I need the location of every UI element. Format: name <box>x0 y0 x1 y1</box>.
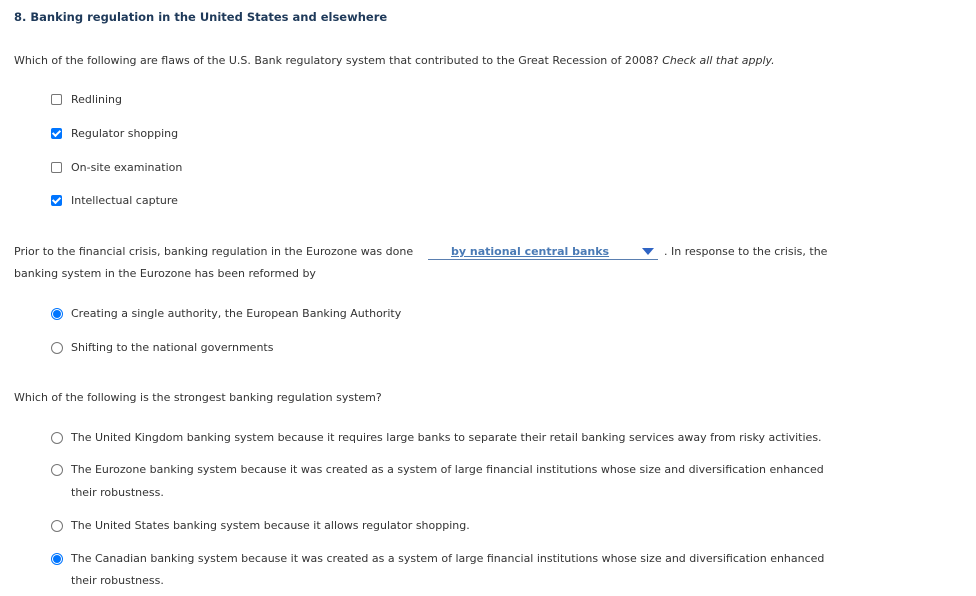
option-label: Intellectual capture <box>71 194 178 207</box>
option-label: Shifting to the national governments <box>71 341 274 354</box>
option-label-continuation: their robustness. <box>71 486 164 499</box>
dropdown-selected-value: by national central banks <box>451 245 610 258</box>
radio-icon[interactable] <box>51 464 63 476</box>
radio-option-canada[interactable] <box>51 552 824 565</box>
checkbox-option-intellectual-capture[interactable] <box>51 194 178 207</box>
eurozone-regulation-dropdown[interactable] <box>428 244 658 260</box>
radio-option-uk[interactable] <box>51 431 822 444</box>
question-1-prompt: Which of the following are flaws of the U.S. Bank regulatory system that contributed to the Great Recession of 2008? <box>14 54 659 67</box>
radio-icon[interactable] <box>51 520 63 532</box>
radio-icon[interactable] <box>51 432 63 444</box>
option-label: Redlining <box>71 93 122 106</box>
radio-icon[interactable] <box>51 342 63 354</box>
option-label: The Canadian banking system because it was created as a system of large financial institutions whose size and diversification enhanced <box>71 552 825 565</box>
radio-selected-icon[interactable] <box>51 553 63 565</box>
option-label: The United States banking system because it allows regulator shopping. <box>71 519 470 532</box>
question-2-text-line2: banking system in the Eurozone has been reformed by <box>14 267 316 280</box>
question-2-text-after: . In response to the crisis, the <box>664 245 828 258</box>
checkbox-icon[interactable] <box>51 94 62 105</box>
checkbox-option-redlining[interactable] <box>51 93 122 106</box>
checkbox-option-regulator-shopping[interactable] <box>51 127 178 140</box>
question-title: 8. Banking regulation in the United States and elsewhere <box>14 10 388 24</box>
checkbox-option-on-site-examination[interactable] <box>51 161 182 174</box>
checkbox-icon[interactable] <box>51 162 62 173</box>
radio-selected-icon[interactable] <box>51 308 63 320</box>
option-label: The Eurozone banking system because it was created as a system of large financial institutions whose size and diversification enhanced <box>71 463 824 476</box>
question-3-text: Which of the following is the strongest banking regulation system? <box>14 391 382 404</box>
radio-option-national-governments[interactable] <box>51 341 273 354</box>
option-label: On-site examination <box>71 161 183 174</box>
option-label: Creating a single authority, the European Banking Authority <box>71 307 402 320</box>
radio-option-eurozone[interactable] <box>51 463 824 476</box>
question-1-text <box>14 54 775 67</box>
radio-option-single-authority[interactable] <box>51 307 401 320</box>
question-1-hint: Check all that apply. <box>662 54 775 67</box>
option-label: The United Kingdom banking system because it requires large banks to separate their retail banking services away from risky activities. <box>71 431 822 444</box>
checkbox-checked-icon[interactable] <box>51 128 62 139</box>
option-label: Regulator shopping <box>71 127 179 140</box>
radio-option-us[interactable] <box>51 519 470 532</box>
option-label-continuation: their robustness. <box>71 574 164 587</box>
dropdown-arrow-icon[interactable] <box>642 248 654 255</box>
checkbox-checked-icon[interactable] <box>51 195 62 206</box>
question-2-text-before: Prior to the financial crisis, banking regulation in the Eurozone was done <box>14 245 414 258</box>
